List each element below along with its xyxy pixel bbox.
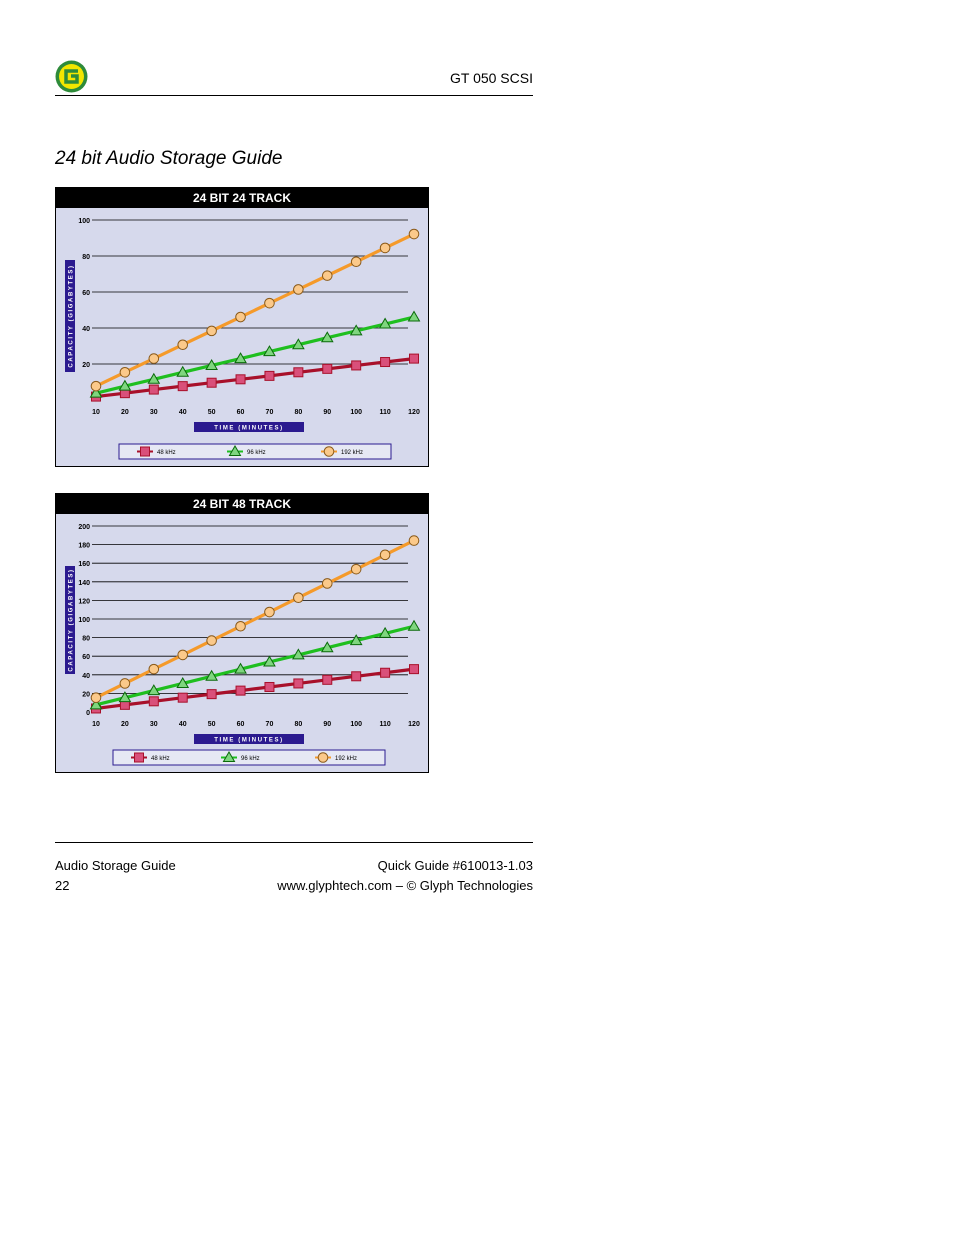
chart1-x-tick-label: 80 — [294, 409, 303, 416]
chart1-data-point — [178, 340, 188, 350]
chart1-legend-marker — [141, 447, 150, 456]
chart1-data-point — [380, 243, 390, 253]
chart1-data-point — [120, 367, 130, 377]
chart1-series-0 — [92, 354, 419, 401]
chart1-data-point — [294, 368, 303, 377]
chart1-x-tick-label: 30 — [149, 409, 158, 416]
chart2-y-tick-label: 160 — [78, 561, 90, 569]
chart2-x-tick-label: 20 — [121, 721, 129, 728]
footer-website: www.glyphtech.com – © Glyph Technologies — [277, 878, 533, 893]
chart2-x-tick-label: 10 — [92, 721, 100, 728]
chart2-legend-marker — [318, 753, 328, 763]
header-product-name: GT 050 SCSI — [449, 70, 533, 86]
chart2-legend-label: 96 kHz — [241, 756, 260, 762]
chart2-data-point — [294, 679, 303, 688]
chart2-y-tick-label: 40 — [82, 672, 90, 680]
chart1-data-point — [409, 312, 420, 322]
chart2-x-tick-label: 30 — [149, 721, 158, 728]
chart2-legend-label: 192 kHz — [335, 756, 358, 762]
chart1-x-tick-label: 40 — [178, 409, 187, 416]
chart2-y-tick-label: 100 — [78, 617, 90, 624]
chart2-x-tick-label: 70 — [265, 721, 274, 728]
chart1-data-point — [294, 285, 304, 295]
chart2-x-tick-label: 110 — [379, 721, 391, 728]
chart2-x-tick-label: 80 — [294, 721, 303, 728]
chart1-legend-label: 96 kHz — [247, 450, 266, 456]
chart2-data-point — [322, 579, 332, 589]
chart2-y-tick-label: 20 — [82, 691, 90, 699]
chart2-data-point — [207, 636, 217, 646]
chart1-x-tick-label: 70 — [265, 409, 274, 416]
chart1-series-line — [96, 317, 414, 393]
chart2-y-tick-label: 120 — [78, 598, 90, 606]
chart1-ylabel: CAPACITY (GIGABYTES) — [68, 264, 75, 368]
chart2-data-point — [294, 593, 304, 603]
chart2-ylabel: CAPACITY (GIGABYTES) — [68, 568, 75, 672]
chart1-data-point — [236, 312, 246, 322]
chart2-series-0 — [92, 665, 419, 713]
chart1-y-tick-label: 100 — [78, 218, 90, 225]
chart2-x-tick-label: 40 — [178, 721, 187, 728]
chart-48-track-svg — [56, 494, 428, 772]
glyph-logo-icon — [55, 60, 88, 93]
chart2-y-tick-label: 0 — [86, 710, 90, 717]
footer-divider — [55, 842, 533, 843]
chart2-y-tick-label: 60 — [82, 654, 90, 662]
chart2-data-point — [410, 665, 419, 674]
chart1-y-tick-label: 80 — [82, 254, 90, 261]
chart1-x-tick-label: 110 — [379, 409, 391, 416]
chart1-data-point — [410, 354, 419, 363]
chart1-data-point — [265, 298, 275, 308]
chart2-x-tick-label: 60 — [236, 721, 245, 728]
chart1-x-tick-label: 60 — [236, 409, 245, 416]
chart2-data-point — [265, 607, 275, 617]
chart1-data-point — [149, 354, 159, 364]
chart1-y-tick-label: 40 — [82, 326, 90, 333]
chart1-x-tick-label: 100 — [350, 409, 363, 416]
chart2-data-point — [120, 679, 130, 689]
chart1-x-tick-label: 20 — [121, 409, 129, 416]
chart-24-track — [55, 187, 429, 467]
page-title: 24 bit Audio Storage Guide — [55, 148, 283, 169]
chart2-data-point — [91, 693, 101, 703]
chart1-data-point — [207, 378, 216, 387]
chart2-data-point — [323, 675, 332, 684]
chart1-data-point — [409, 229, 419, 239]
chart2-y-tick-label: 140 — [78, 579, 90, 587]
chart1-data-point — [178, 382, 187, 391]
chart2-data-point — [178, 650, 188, 660]
chart1-x-tick-label: 10 — [92, 409, 100, 416]
footer-page-number: 22 — [55, 878, 70, 893]
chart1-legend-marker — [324, 447, 334, 457]
chart1-data-point — [91, 381, 101, 391]
chart2-y-tick-label: 200 — [78, 524, 90, 531]
chart2-data-point — [380, 550, 390, 560]
chart2-data-point — [409, 621, 420, 631]
chart1-x-tick-label: 50 — [207, 409, 216, 416]
chart1-legend-label: 192 kHz — [341, 450, 364, 456]
chart2-data-point — [236, 621, 246, 631]
chart2-title: 24 BIT 48 TRACK — [192, 497, 292, 511]
chart1-y-tick-label: 20 — [82, 362, 90, 369]
footer-doc-name: Audio Storage Guide — [55, 858, 176, 873]
chart2-x-tick-label: 50 — [207, 721, 216, 728]
chart1-xlabel: TIME (MINUTES) — [214, 425, 284, 432]
chart2-data-point — [207, 690, 216, 699]
chart2-data-point — [178, 693, 187, 702]
chart2-data-point — [149, 664, 159, 674]
chart1-data-point — [323, 364, 332, 373]
chart-48-track — [55, 493, 429, 773]
chart2-data-point — [149, 697, 158, 706]
chart1-data-point — [236, 375, 245, 384]
chart-24-track-svg — [56, 188, 428, 466]
chart2-data-point — [352, 672, 361, 681]
chart1-legend-label: 48 kHz — [157, 450, 176, 456]
chart2-data-point — [409, 536, 419, 546]
chart2-data-point — [236, 686, 245, 695]
chart1-data-point — [322, 271, 332, 281]
chart1-x-tick-label: 90 — [323, 409, 332, 416]
footer-guide-id: Quick Guide #610013-1.03 — [377, 858, 533, 873]
chart1-data-point — [207, 326, 217, 336]
chart2-legend-label: 48 kHz — [151, 756, 170, 762]
chart1-data-point — [352, 361, 361, 370]
chart2-x-tick-label: 100 — [350, 721, 363, 728]
chart2-x-tick-label: 120 — [408, 721, 420, 728]
chart2-legend-marker — [135, 753, 144, 762]
chart2-y-tick-label: 80 — [82, 635, 90, 643]
chart2-data-point — [381, 668, 390, 677]
chart1-title: 24 BIT 24 TRACK — [192, 191, 292, 205]
chart2-data-point — [265, 682, 274, 691]
chart1-data-point — [265, 371, 274, 380]
chart1-data-point — [381, 358, 390, 367]
header-divider — [55, 95, 533, 96]
chart2-series-1 — [91, 621, 420, 709]
chart1-data-point — [149, 385, 158, 394]
chart1-x-tick-label: 120 — [408, 409, 420, 416]
chart2-x-tick-label: 90 — [323, 721, 332, 728]
chart2-xlabel: TIME (MINUTES) — [214, 737, 284, 744]
chart2-data-point — [351, 564, 361, 574]
chart2-y-tick-label: 180 — [78, 542, 90, 550]
chart1-y-tick-label: 60 — [82, 290, 90, 297]
chart1-series-2 — [91, 229, 419, 391]
chart1-data-point — [351, 257, 361, 267]
chart1-series-1 — [91, 312, 420, 398]
